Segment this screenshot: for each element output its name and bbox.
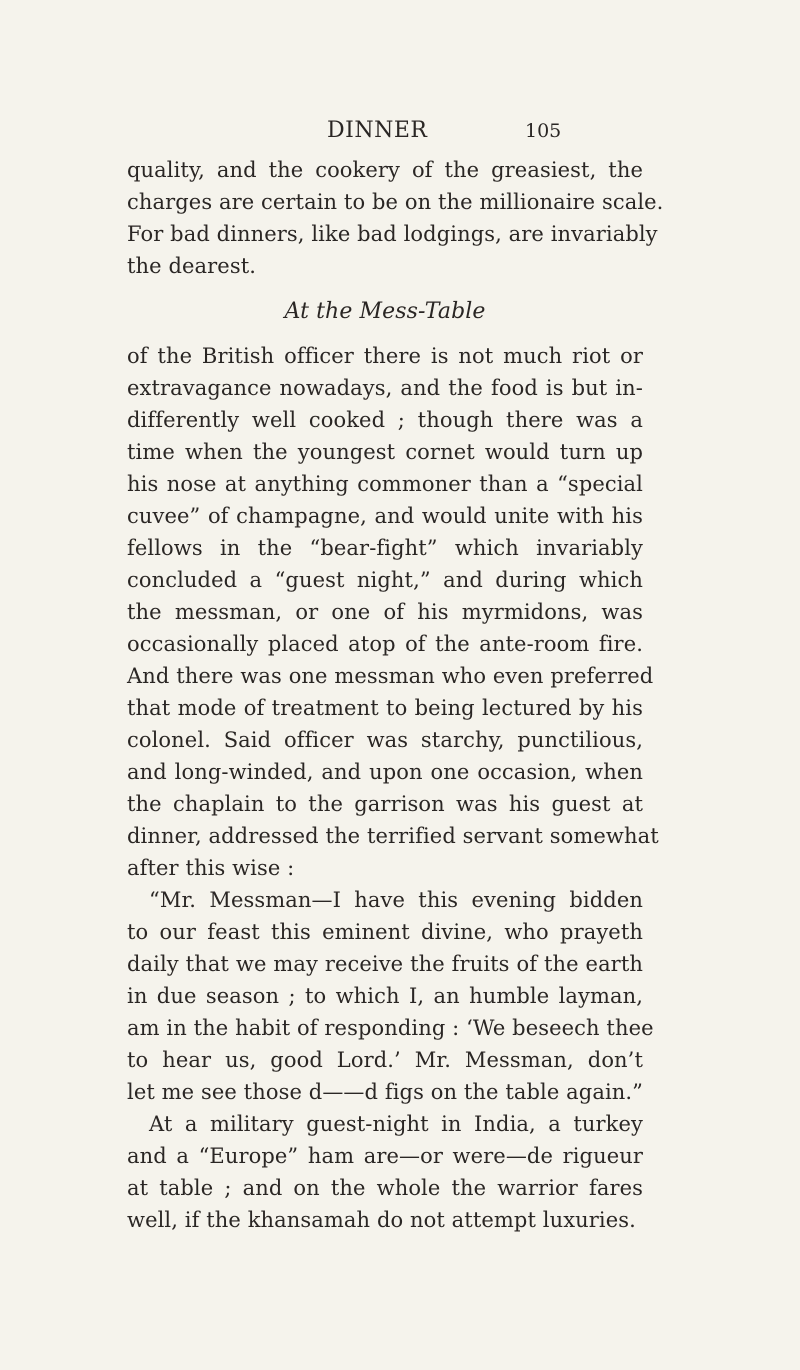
text-line: “Mr. Messman—I have this evening bidden (149, 888, 643, 912)
text-line: quality, and the cookery of the greasiest, the (127, 158, 643, 182)
text-line: And there was one messman who even preferred (127, 664, 654, 688)
text-line: and a “Europe” ham are—or were—de rigueur (127, 1144, 643, 1168)
text-line: and long-winded, and upon one occasion, when (127, 760, 643, 784)
text-line: after this wise : (127, 856, 295, 880)
text-line: the chaplain to the garrison was his guest at (127, 792, 643, 816)
text-line: that mode of treatment to being lectured by his (127, 696, 643, 720)
text-line: of the British officer there is not much riot or (127, 344, 643, 368)
text-line: well, if the khansamah do not attempt luxuries. (127, 1208, 636, 1232)
text-line: let me see those d——d figs on the table again.” (127, 1080, 643, 1104)
text-line: time when the youngest cornet would turn up (127, 440, 643, 464)
text-line: colonel. Said officer was starchy, punctilious, (127, 728, 643, 752)
running-title: DINNER (327, 118, 428, 143)
text-line: am in the habit of responding : ‘We beseech thee (127, 1016, 654, 1040)
text-line: At a military guest-night in India, a turkey (149, 1112, 643, 1136)
text-line: extravagance nowadays, and the food is but in- (127, 376, 643, 400)
text-line: the messman, or one of his myrmidons, was (127, 600, 643, 624)
text-line: concluded a “guest night,” and during which (127, 568, 643, 592)
text-line: differently well cooked ; though there was a (127, 408, 643, 432)
text-line: in due season ; to which I, an humble layman, (127, 984, 643, 1008)
text-line: fellows in the “bear-fight” which invariably (127, 536, 643, 560)
text-line: at table ; and on the whole the warrior fares (127, 1176, 643, 1200)
text-line: dinner, addressed the terrified servant somewhat (127, 824, 659, 848)
text-line: to our feast this eminent divine, who prayeth (127, 920, 643, 944)
text-line: to hear us, good Lord.’ Mr. Messman, don’t (127, 1048, 643, 1072)
text-line: daily that we may receive the fruits of the earth (127, 952, 643, 976)
page-number: 105 (525, 120, 562, 142)
text-line: his nose at anything commoner than a “special (127, 472, 643, 496)
text-line: cuvee” of champagne, and would unite with his (127, 504, 643, 528)
text-line: the dearest. (127, 254, 257, 278)
section-heading: At the Mess-Table (284, 299, 486, 324)
running-head (0, 116, 800, 146)
text-line: For bad dinners, like bad lodgings, are invariably (127, 222, 658, 246)
text-line: occasionally placed atop of the ante-room fire. (127, 632, 643, 656)
text-line: charges are certain to be on the millionaire scale. (127, 190, 664, 214)
